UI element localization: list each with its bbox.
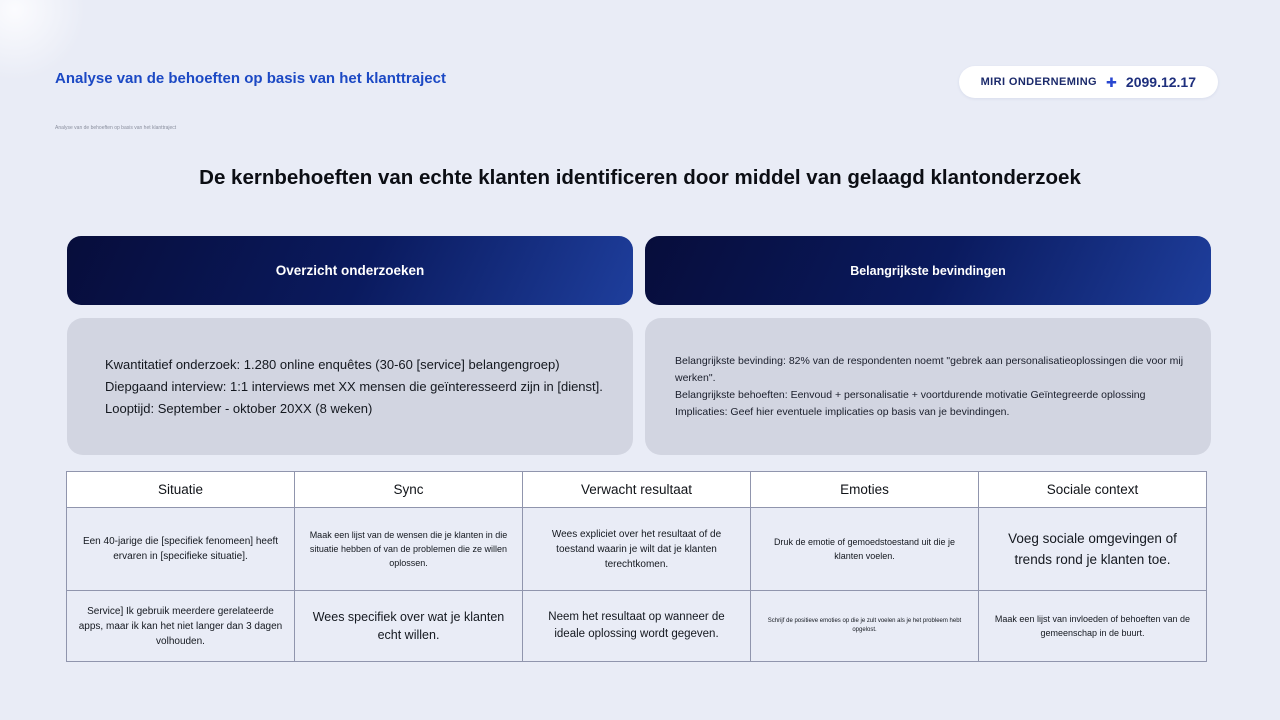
section-header-overzicht bbox=[67, 236, 633, 305]
subtitle-small-text: Analyse van de behoeften op basis van het klanttraject bbox=[55, 125, 177, 131]
table-cell: Wees specifiek over wat je klanten echt willen. bbox=[295, 591, 523, 662]
table-cell: Een 40-jarige die [specifiek fenomeen] heeft ervaren in [specifieke situatie]. bbox=[67, 508, 295, 591]
column-header-verwacht-resultaat: Verwacht resultaat bbox=[523, 472, 751, 508]
research-overview-panel bbox=[67, 318, 633, 455]
needs-table bbox=[66, 471, 1207, 662]
section-header-label: Overzicht onderzoeken bbox=[275, 263, 425, 278]
panel-line: Kwantitatief onderzoek: 1.280 online enquêtes (30-60 [service] belangengroep) bbox=[105, 356, 560, 372]
column-header-sociale-context: Sociale context bbox=[979, 472, 1207, 508]
column-header-situatie: Situatie bbox=[67, 472, 295, 508]
table-cell: Maak een lijst van invloeden of behoeften van de gemeenschap in de buurt. bbox=[979, 591, 1207, 662]
table-cell: Maak een lijst van de wensen die je klanten in die situatie hebben of van de problemen die ze willen oplossen. bbox=[295, 508, 523, 591]
plus-icon: ✚ bbox=[1106, 74, 1117, 90]
table-cell: Schrijf de positieve emoties op die je zult voelen als je het probleem hebt opgelost. bbox=[751, 591, 979, 662]
table-cell: Wees expliciet over het resultaat of de toestand waarin je wilt dat je klanten terechtkomen. bbox=[523, 508, 751, 591]
panel-line: Diepgaand interview: 1:1 interviews met XX mensen die geïnteresseerd zijn in [dienst]. bbox=[105, 378, 603, 394]
panel-line: Looptijd: September - oktober 20XX (8 weken) bbox=[105, 400, 373, 416]
main-heading: De kernbehoeften van echte klanten identificeren door middel van gelaagd klantonderzoek bbox=[199, 166, 1081, 189]
company-name: MIRI ONDERNEMING bbox=[980, 76, 1098, 88]
table-cell: Voeg sociale omgevingen of trends rond je klanten toe. bbox=[979, 508, 1207, 591]
table-cell: Service] Ik gebruik meerdere gerelateerde apps, maar ik kan het niet langer dan 3 dagen volhouden. bbox=[67, 591, 295, 662]
page-title: Analyse van de behoeften op basis van het klanttraject bbox=[55, 70, 446, 87]
date-label: 2099.12.17 bbox=[1125, 74, 1196, 90]
section-header-label: Belangrijkste bevindingen bbox=[850, 263, 1006, 278]
table-cell: Neem het resultaat op wanneer de ideale oplossing wordt gegeven. bbox=[523, 591, 751, 662]
column-header-sync: Sync bbox=[295, 472, 523, 508]
section-header-bevindingen bbox=[645, 236, 1211, 305]
key-findings-panel bbox=[645, 318, 1211, 455]
company-date-badge bbox=[959, 66, 1218, 98]
panel-line: Belangrijkste behoeften: Eenvoud + personalisatie + voortdurende motivatie Geïntegreerde oplossing bbox=[675, 388, 1146, 401]
panel-line: Implicaties: Geef hier eventuele implicaties op basis van je bevindingen. bbox=[675, 405, 1010, 418]
column-header-emoties: Emoties bbox=[751, 472, 979, 508]
panel-line: Belangrijkste bevinding: 82% van de respondenten noemt "gebrek aan personalisatieoplossingen die voor mij werken". bbox=[675, 354, 1184, 384]
table-cell: Druk de emotie of gemoedstoestand uit die je klanten voelen. bbox=[751, 508, 979, 591]
